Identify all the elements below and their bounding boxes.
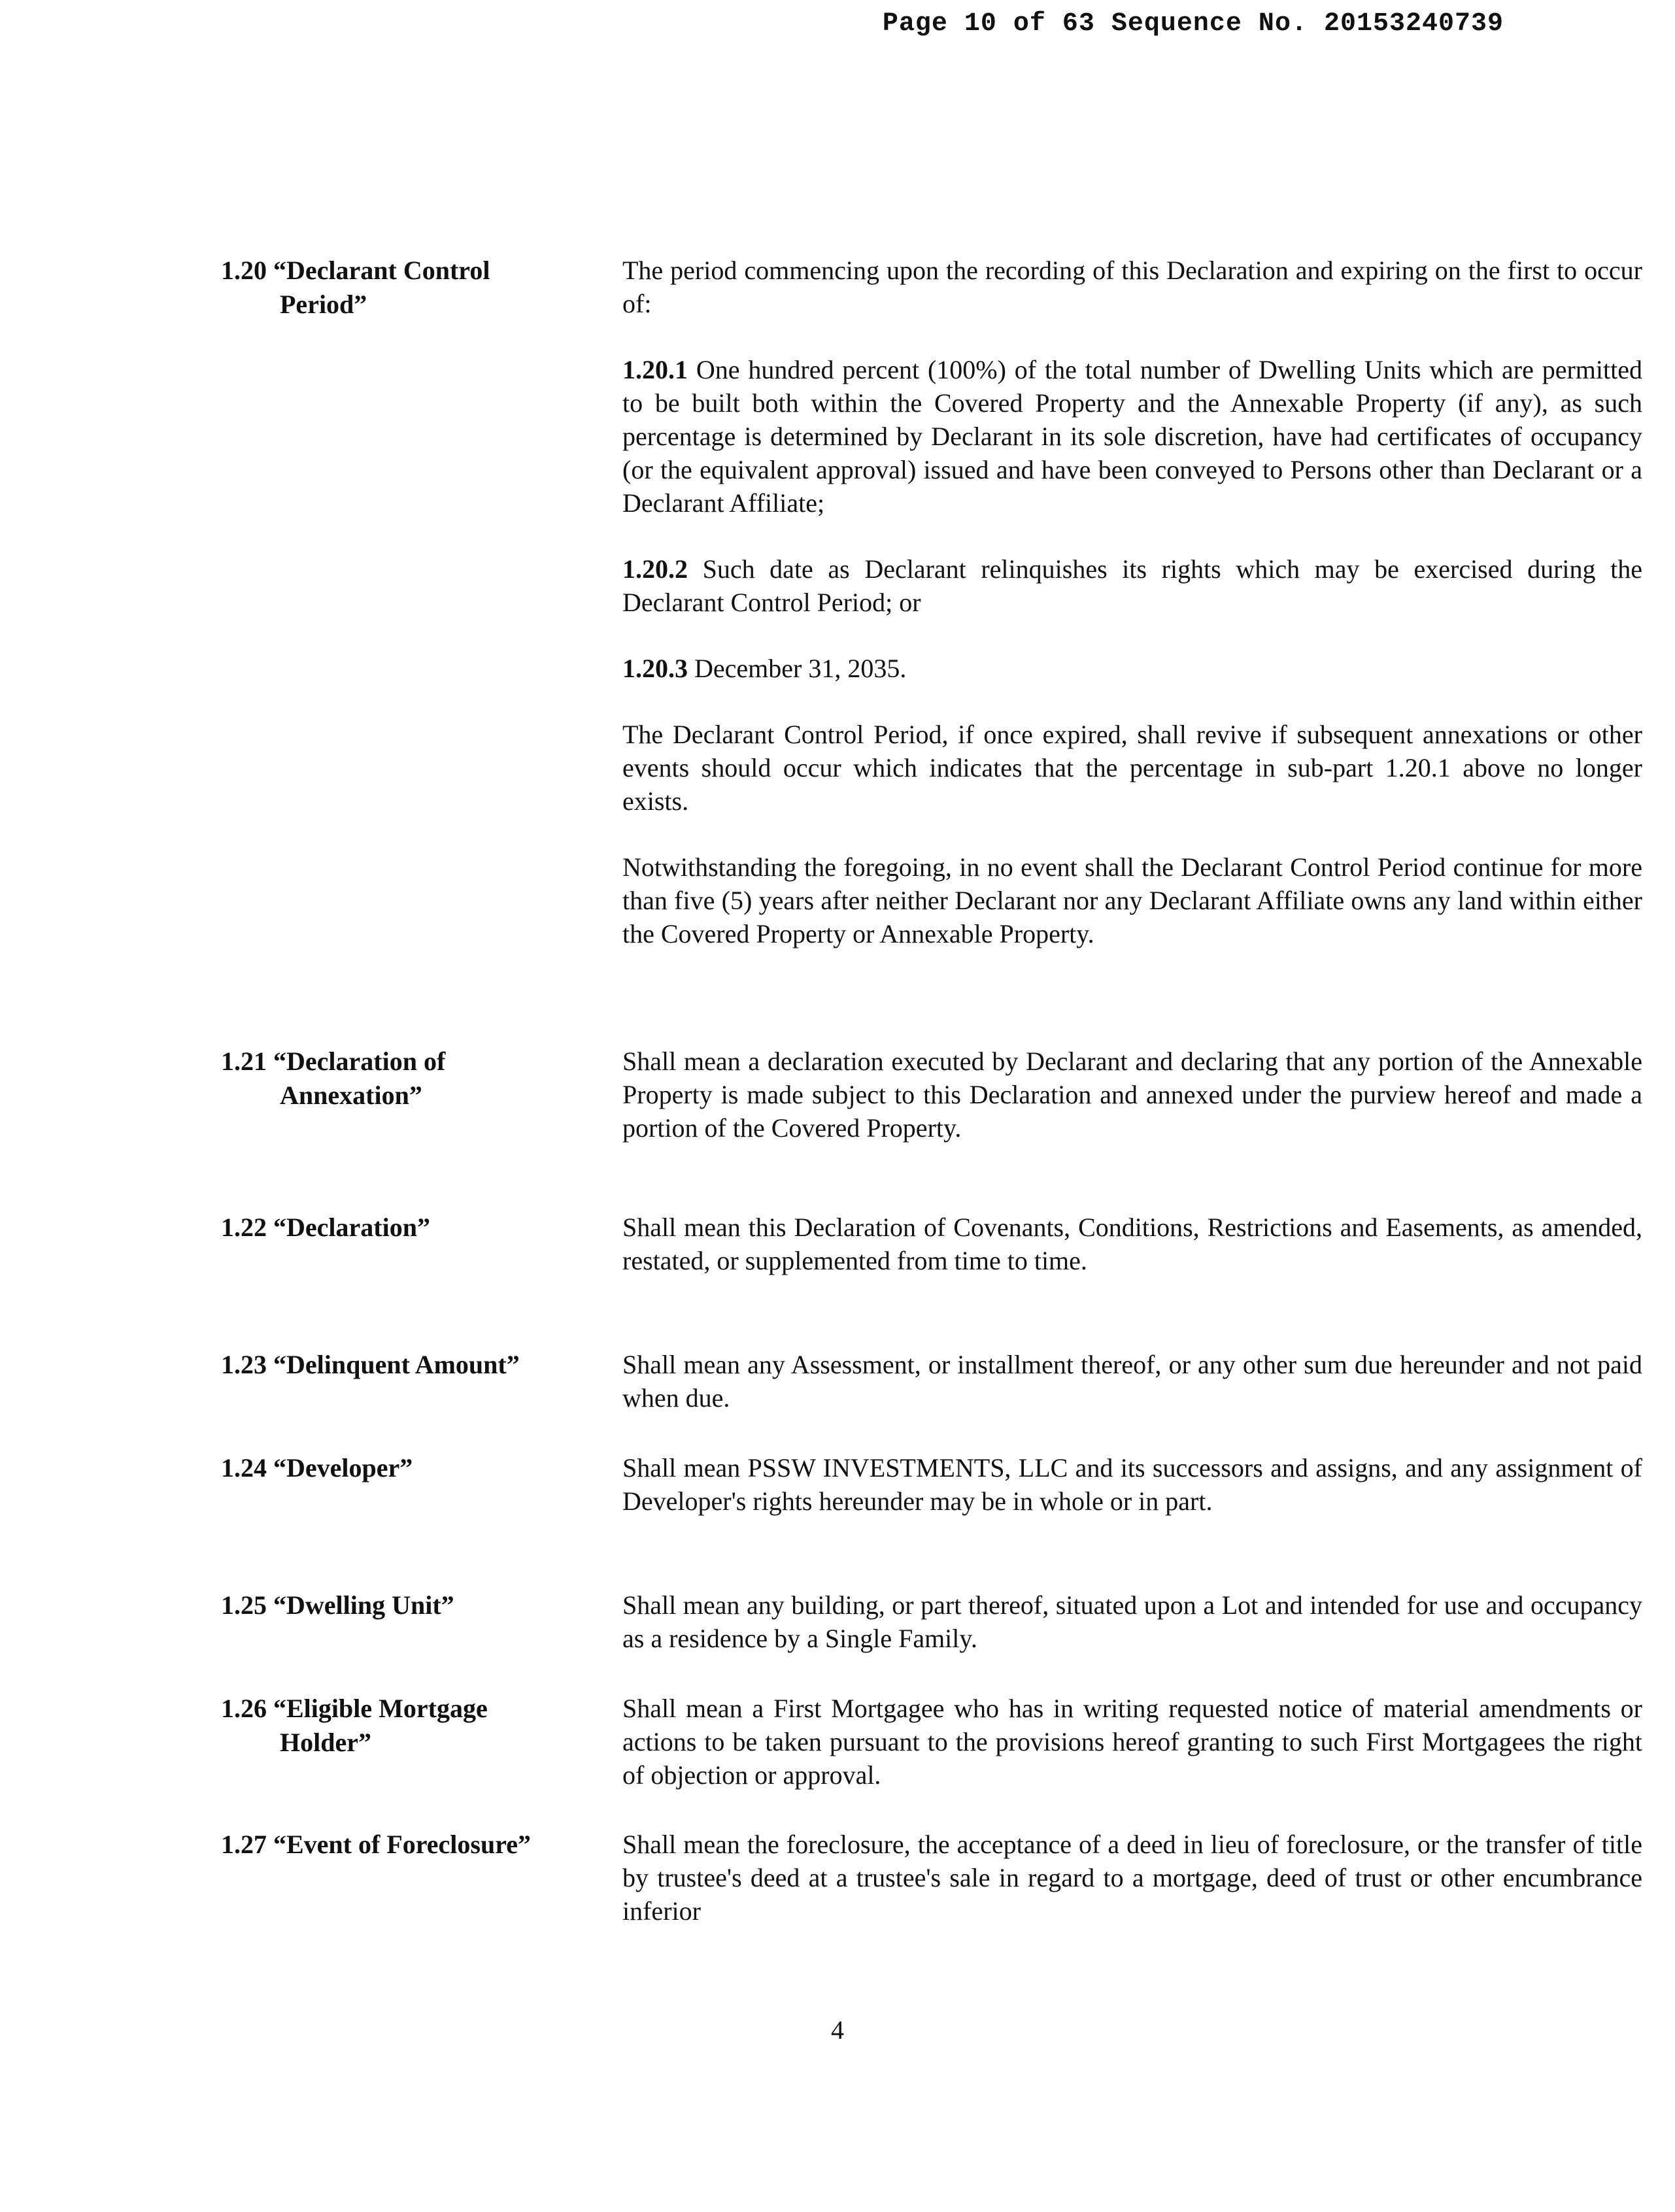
definition-term — [221, 1348, 587, 1382]
definition-paragraph: Shall mean PSSW INVESTMENTS, LLC and its successors and assigns, and any assignment of Developer's rights hereunder may be in whole or in part. — [622, 1453, 1642, 1516]
sub-paragraph-1-20-3 — [622, 652, 1642, 685]
sub-number: 1.20.3 — [622, 654, 688, 683]
definition-term — [221, 1451, 587, 1485]
sub-paragraph-1-20-2 — [622, 552, 1642, 619]
sub-text: One hundred percent (100%) of the total number of Dwelling Units which are permitted to be built both within the Covered Property and the Annexable Property (if any), as such percentage is determined by Declarant in its sole discretion, have had certificates of occupancy (or the equivalent approval) issued and have been conveyed to Persons other than Declarant or a Declarant Affiliate; — [622, 355, 1642, 518]
term-line: 1.27 “Event of Foreclosure” — [221, 1830, 532, 1859]
definition-body — [622, 1692, 1642, 1792]
definition-paragraph: Shall mean the foreclosure, the acceptance of a deed in lieu of foreclosure, or the transfer of title by trustee's deed at a trustee's sale in regard to a mortgage, deed of trust or other encumbrance inferior — [622, 1830, 1642, 1926]
sub-text: Such date as Declarant relinquishes its rights which may be exercised during the Declarant Control Period; or — [622, 554, 1642, 617]
term-line: 1.20 “Declarant Control — [221, 256, 490, 285]
definition-body — [622, 1588, 1642, 1655]
definition-paragraph: Shall mean any building, or part thereof, situated upon a Lot and intended for use and occupancy as a residence by a Single Family. — [622, 1590, 1642, 1653]
definition-body — [622, 1211, 1642, 1277]
page-sequence-header: Page 10 of 63 Sequence No. 20153240739 — [882, 9, 1504, 39]
definition-term — [221, 1045, 587, 1113]
definition-term — [221, 1692, 587, 1760]
definition-body — [622, 1828, 1642, 1928]
term-line: 1.22 “Declaration” — [221, 1213, 430, 1242]
definition-paragraph: Notwithstanding the foregoing, in no event shall the Declarant Control Period continue for more than five (5) years after neither Declarant nor any Declarant Affiliate owns any land within either the Covered Property or Annexable Property. — [622, 852, 1642, 948]
definition-body — [622, 1348, 1642, 1415]
term-line-continued: Holder” — [280, 1728, 371, 1757]
definition-paragraph: Shall mean any Assessment, or installment thereof, or any other sum due hereunder and not paid when due. — [622, 1350, 1642, 1413]
definition-paragraph: Shall mean this Declaration of Covenants, Conditions, Restrictions and Easements, as amended, restated, or supplemented from time to time. — [622, 1213, 1642, 1275]
definition-term — [221, 1828, 587, 1862]
definition-term — [221, 254, 587, 322]
definition-body — [622, 254, 1642, 950]
sub-paragraph-1-20-1 — [622, 353, 1642, 520]
definition-term — [221, 1211, 587, 1245]
page-number: 4 — [831, 2015, 844, 2045]
definition-paragraph: Shall mean a First Mortgagee who has in writing requested notice of material amendments or actions to be taken pursuant to the provisions hereof granting to such First Mortgagees the right of objection or approval. — [622, 1694, 1642, 1790]
definition-paragraph: Shall mean a declaration executed by Declarant and declaring that any portion of the Annexable Property is made subject to this Declaration and annexed under the purview hereof and made a portion of the Covered Property. — [622, 1047, 1642, 1143]
definition-term — [221, 1588, 587, 1622]
term-line: 1.23 “Delinquent Amount” — [221, 1350, 520, 1379]
sub-number: 1.20.2 — [622, 554, 688, 584]
term-line: 1.24 “Developer” — [221, 1453, 413, 1483]
sub-number: 1.20.1 — [622, 355, 688, 384]
definition-paragraph: The Declarant Control Period, if once expired, shall revive if subsequent annexations or other events should occur which indicates that the percentage in sub-part 1.20.1 above no longer exists. — [622, 720, 1642, 816]
definition-body — [622, 1045, 1642, 1145]
definition-paragraph: The period commencing upon the recording of this Declaration and expiring on the first to occur of: — [622, 256, 1642, 318]
definition-body — [622, 1451, 1642, 1518]
sub-text: December 31, 2035. — [694, 654, 907, 683]
term-line: 1.21 “Declaration of — [221, 1047, 446, 1076]
term-line: 1.25 “Dwelling Unit” — [221, 1590, 454, 1620]
term-line-continued: Annexation” — [280, 1081, 422, 1110]
term-line: 1.26 “Eligible Mortgage — [221, 1694, 488, 1723]
term-line-continued: Period” — [280, 290, 367, 319]
